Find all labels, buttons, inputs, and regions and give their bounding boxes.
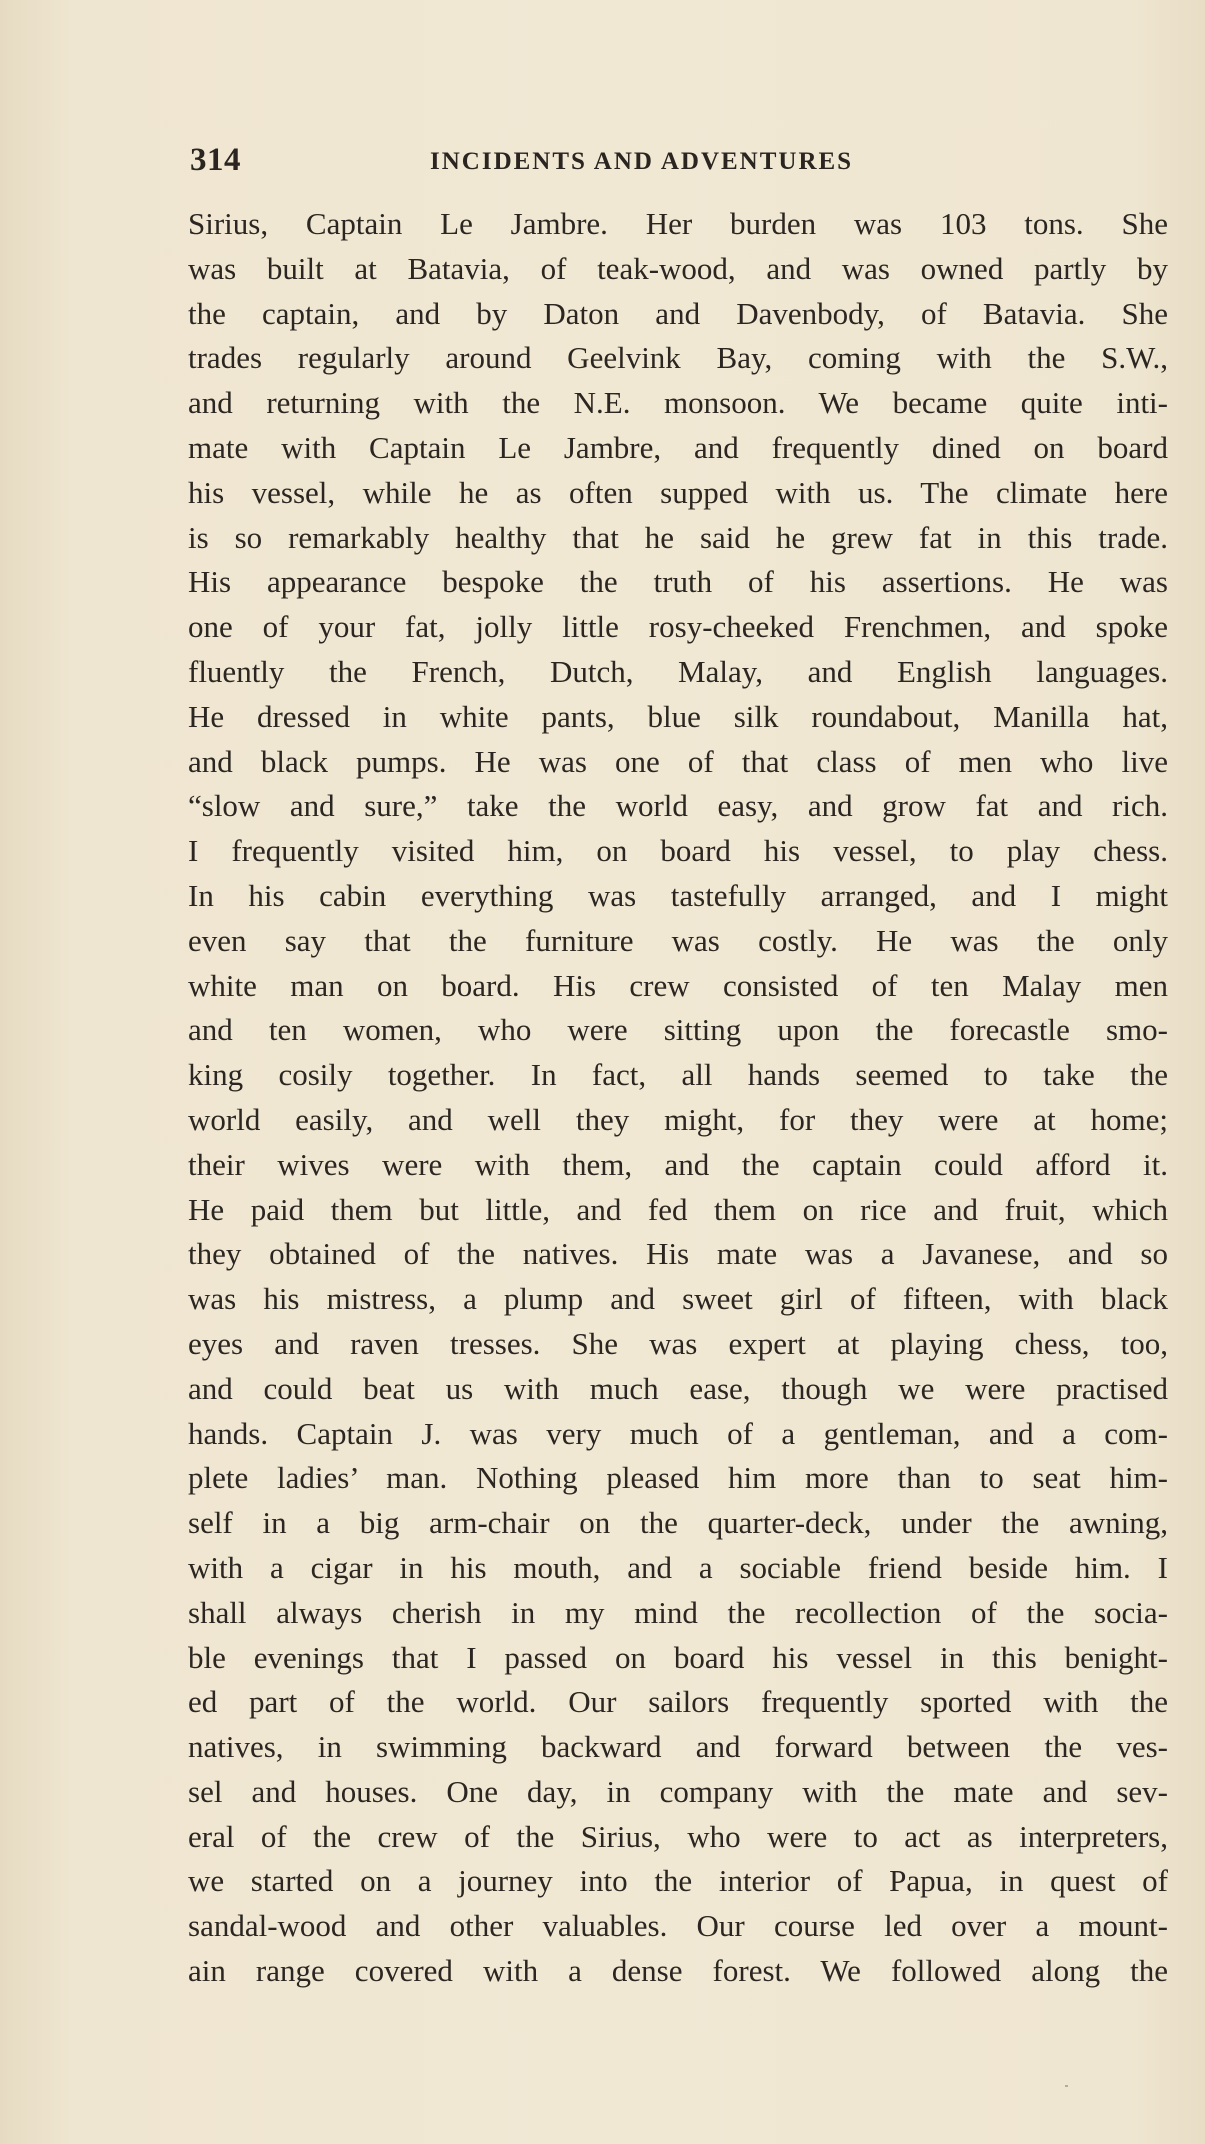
- text-line: world easily, and well they might, for they were at home;: [188, 1101, 1168, 1137]
- text-line: fluently the French, Dutch, Malay, and English languages.: [188, 653, 1168, 689]
- text-line: “slow and sure,” take the world easy, and grow fat and rich.: [188, 788, 1168, 824]
- text-line: eral of the crew of the Sirius, who were to act as interpreters,: [188, 1818, 1168, 1854]
- text-line: He dressed in white pants, blue silk roundabout, Manilla hat,: [188, 698, 1168, 734]
- text-line: In his cabin everything was tastefully arranged, and I might: [188, 877, 1168, 913]
- page-number: 314: [190, 142, 241, 178]
- paper-speck: [1065, 2085, 1068, 2087]
- text-line: was built at Batavia, of teak-wood, and was owned partly by: [188, 250, 1168, 286]
- text-line: even say that the furniture was costly. He was the only: [188, 922, 1168, 958]
- body-text: [188, 202, 1168, 1994]
- text-line: His appearance bespoke the truth of his assertions. He was: [188, 564, 1168, 600]
- text-line: and could beat us with much ease, though we were practised: [188, 1370, 1168, 1406]
- text-line: hands. Captain J. was very much of a gentleman, and a com-: [188, 1415, 1168, 1451]
- text-line: plete ladies’ man. Nothing pleased him more than to seat him-: [188, 1460, 1168, 1496]
- text-line: He paid them but little, and fed them on rice and fruit, which: [188, 1191, 1168, 1227]
- text-line: with a cigar in his mouth, and a sociable friend beside him. I: [188, 1549, 1168, 1585]
- text-line: self in a big arm-chair on the quarter-deck, under the awning,: [188, 1505, 1168, 1541]
- text-line: natives, in swimming backward and forward between the ves-: [188, 1729, 1168, 1765]
- text-line: mate with Captain Le Jambre, and frequently dined on board: [188, 429, 1168, 465]
- text-line: white man on board. His crew consisted of ten Malay men: [188, 967, 1168, 1003]
- text-line: his vessel, while he as often supped with us. The climate here: [188, 474, 1168, 510]
- text-line: king cosily together. In fact, all hands seemed to take the: [188, 1057, 1168, 1093]
- text-line: and returning with the N.E. monsoon. We became quite inti-: [188, 385, 1168, 421]
- text-line: eyes and raven tresses. She was expert at playing chess, too,: [188, 1325, 1168, 1361]
- text-line: the captain, and by Daton and Davenbody, of Batavia. She: [188, 295, 1168, 331]
- page-header: [190, 142, 930, 182]
- text-line: sandal-wood and other valuables. Our course led over a mount-: [188, 1908, 1168, 1944]
- text-line: they obtained of the natives. His mate was a Javanese, and so: [188, 1236, 1168, 1272]
- text-line: ble evenings that I passed on board his vessel in this benight-: [188, 1639, 1168, 1675]
- text-line: one of your fat, jolly little rosy-cheeked Frenchmen, and spoke: [188, 609, 1168, 645]
- text-line: and ten women, who were sitting upon the forecastle smo-: [188, 1012, 1168, 1048]
- text-line: sel and houses. One day, in company with the mate and sev-: [188, 1773, 1168, 1809]
- text-line: Sirius, Captain Le Jambre. Her burden was 103 tons. She: [188, 206, 1168, 241]
- text-line: ed part of the world. Our sailors frequently sported with the: [188, 1684, 1168, 1720]
- text-line: is so remarkably healthy that he said he grew fat in this trade.: [188, 519, 1168, 555]
- text-line: ain range covered with a dense forest. We followed along the: [188, 1953, 1168, 1989]
- text-line: and black pumps. He was one of that class of men who live: [188, 743, 1168, 779]
- text-line: was his mistress, a plump and sweet girl of fifteen, with black: [188, 1281, 1168, 1317]
- text-line: shall always cherish in my mind the recollection of the socia-: [188, 1594, 1168, 1630]
- text-line: we started on a journey into the interior of Papua, in quest of: [188, 1863, 1168, 1899]
- text-line: I frequently visited him, on board his vessel, to play chess.: [188, 833, 1168, 869]
- running-head: INCIDENTS AND ADVENTURES: [430, 148, 854, 175]
- text-line: their wives were with them, and the captain could afford it.: [188, 1146, 1168, 1182]
- text-line: trades regularly around Geelvink Bay, coming with the S.W.,: [188, 340, 1168, 376]
